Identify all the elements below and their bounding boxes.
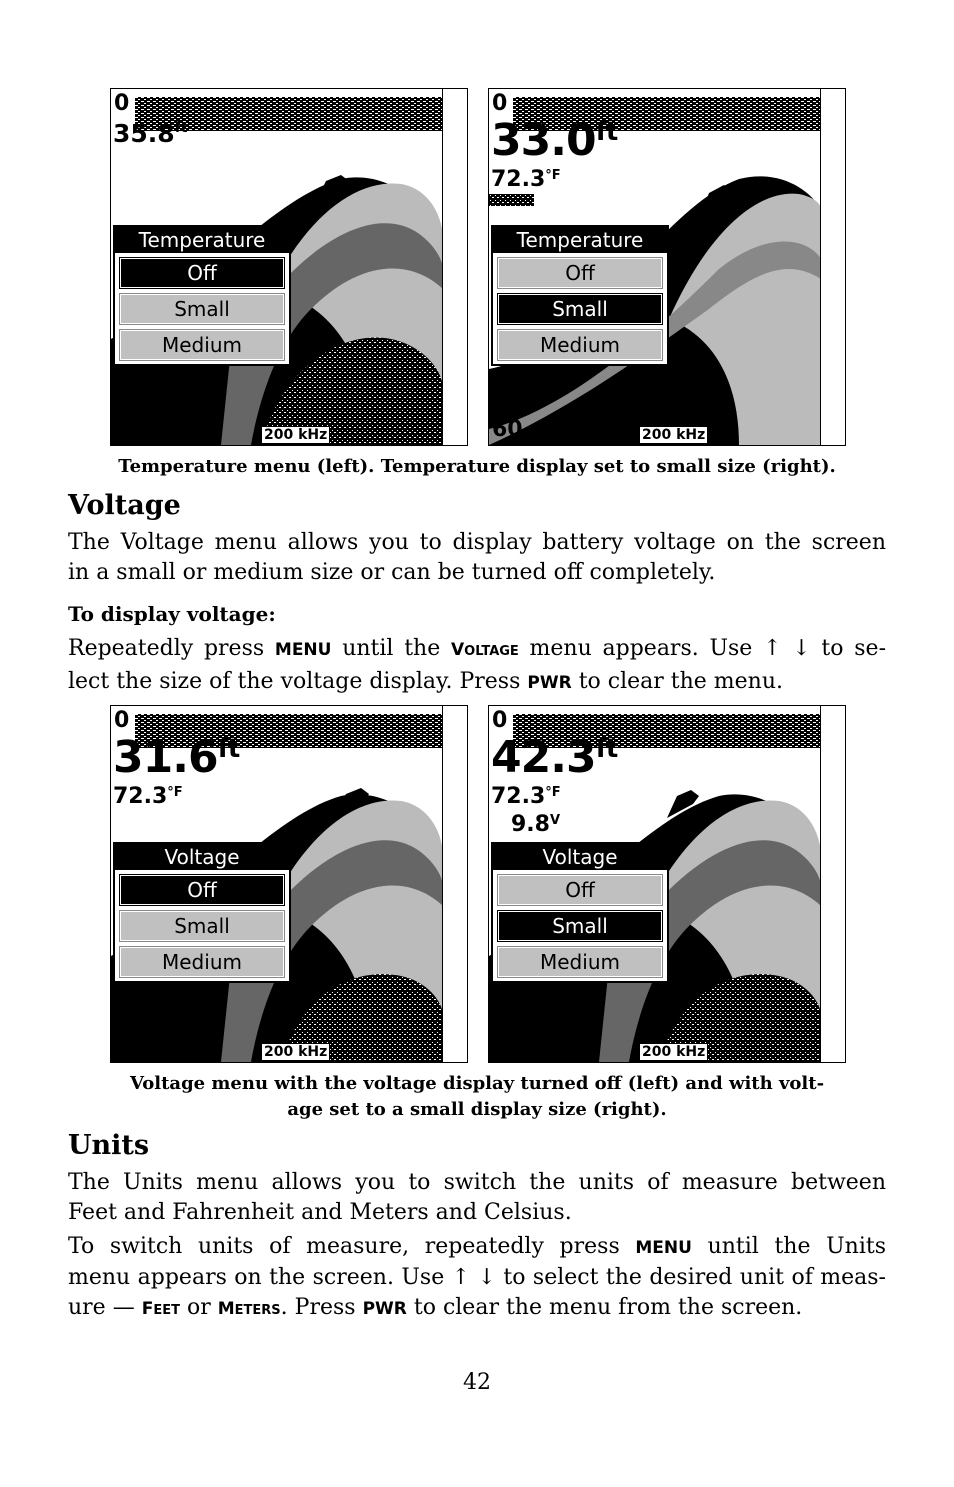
- menu-option-medium[interactable]: Medium: [120, 947, 284, 977]
- depth-readout: $33.0^{ft}$: [491, 115, 618, 166]
- menu-option-medium[interactable]: Medium: [498, 330, 662, 360]
- menu-option-off[interactable]: Off: [498, 258, 662, 288]
- menu-option-off[interactable]: Off: [498, 875, 662, 905]
- menu-option-medium[interactable]: Medium: [120, 330, 284, 360]
- voltage-menu-name: VOLTAGE: [450, 640, 519, 660]
- temperature-menu[interactable]: [113, 225, 291, 366]
- figure-caption: Voltage menu with the voltage display turned off (left) and with volt- age set to a small display size (right).: [129, 1073, 825, 1120]
- units-instructions: To switch units of measure, repeatedly press MENU until the Units menu appears on the screen. Use ↑ ↓ to select the desired unit of meas- ure — FEET or METERS. Press PWR to clear the menu from the screen.: [68, 1234, 886, 1320]
- depth-readout: $35.8^{ft}$: [113, 119, 188, 148]
- menu-key: MENU: [274, 640, 332, 660]
- section-heading-voltage: Voltage: [68, 490, 181, 521]
- units-description: The Units menu allows you to switch the units of measure between Feet and Fahrenheit and Meters and Celsius.: [68, 1170, 886, 1225]
- top-depth-label: 0: [492, 91, 508, 116]
- depth-scale-bar: [442, 706, 467, 1062]
- pwr-key: PWR: [527, 673, 572, 693]
- voltage-instructions: Repeatedly press MENU until the VOLTAGE menu appears. Use ↑ ↓ to se- lect the size of the voltage display. Press PWR to clear the menu.: [68, 636, 886, 694]
- menu-option-medium[interactable]: Medium: [498, 947, 662, 977]
- frequency-badge: 200 kHz: [261, 1043, 330, 1061]
- figure-temperature: [110, 88, 846, 446]
- sonar-screen-voltage-off: [110, 705, 468, 1063]
- temperature-readout: $72.3^{^\circ F}$: [491, 167, 561, 192]
- page-number: 42: [463, 1370, 491, 1395]
- menu-title: Temperature: [516, 228, 644, 252]
- menu-option-small[interactable]: Small: [498, 294, 662, 324]
- top-depth-label: 0: [114, 708, 130, 733]
- voltage-menu[interactable]: [113, 842, 291, 983]
- frequency-badge: 200 kHz: [639, 426, 708, 444]
- sonar-screen-voltage-small: [488, 705, 846, 1063]
- frequency-badge: 200 kHz: [639, 1043, 708, 1061]
- temperature-readout: $72.3^{^\circ F}$: [491, 784, 561, 809]
- temperature-readout: $72.3^{^\circ F}$: [113, 784, 183, 809]
- section-heading-units: Units: [68, 1130, 150, 1161]
- bottom-depth-label: 60: [114, 1034, 145, 1059]
- bottom-depth-label: 60: [492, 417, 523, 442]
- pwr-key: PWR: [362, 1299, 407, 1319]
- depth-scale-bar: [820, 89, 845, 445]
- subheading-display-voltage: To display voltage:: [68, 602, 276, 626]
- temperature-menu[interactable]: [491, 225, 669, 366]
- top-depth-label: 0: [114, 91, 130, 116]
- menu-option-small[interactable]: Small: [120, 911, 284, 941]
- top-depth-label: 0: [492, 708, 508, 733]
- menu-title: Voltage: [164, 845, 240, 869]
- depth-readout: $42.3^{ft}$: [491, 732, 618, 783]
- voltage-menu[interactable]: [491, 842, 669, 983]
- menu-title: Voltage: [542, 845, 618, 869]
- frequency-badge: 200 kHz: [261, 426, 330, 444]
- depth-scale-bar: [442, 89, 467, 445]
- sonar-screen-temperature-small: [488, 88, 846, 446]
- feet-option: FEET: [141, 1299, 180, 1319]
- menu-title: Temperature: [138, 228, 266, 252]
- depth-scale-bar: [820, 706, 845, 1062]
- voltage-readout: $9.8^V$: [511, 812, 561, 837]
- menu-option-off[interactable]: Off: [120, 875, 284, 905]
- menu-key: MENU: [635, 1238, 692, 1258]
- menu-option-small[interactable]: Small: [498, 911, 662, 941]
- sonar-screen-temperature-off: [110, 88, 468, 446]
- bottom-depth-label: 60: [492, 1034, 523, 1059]
- voltage-description: The Voltage menu allows you to display battery voltage on the screen in a small or medium size or can be turned off completely.: [68, 530, 886, 585]
- depth-readout: $31.6^{ft}$: [113, 732, 240, 783]
- menu-option-off[interactable]: Off: [120, 258, 284, 288]
- figure-voltage: [110, 705, 846, 1063]
- bottom-depth-label: 60: [114, 417, 145, 442]
- menu-option-small[interactable]: Small: [120, 294, 284, 324]
- meters-option: METERS: [217, 1299, 281, 1319]
- figure-caption: Temperature menu (left). Temperature display set to small size (right).: [118, 456, 836, 477]
